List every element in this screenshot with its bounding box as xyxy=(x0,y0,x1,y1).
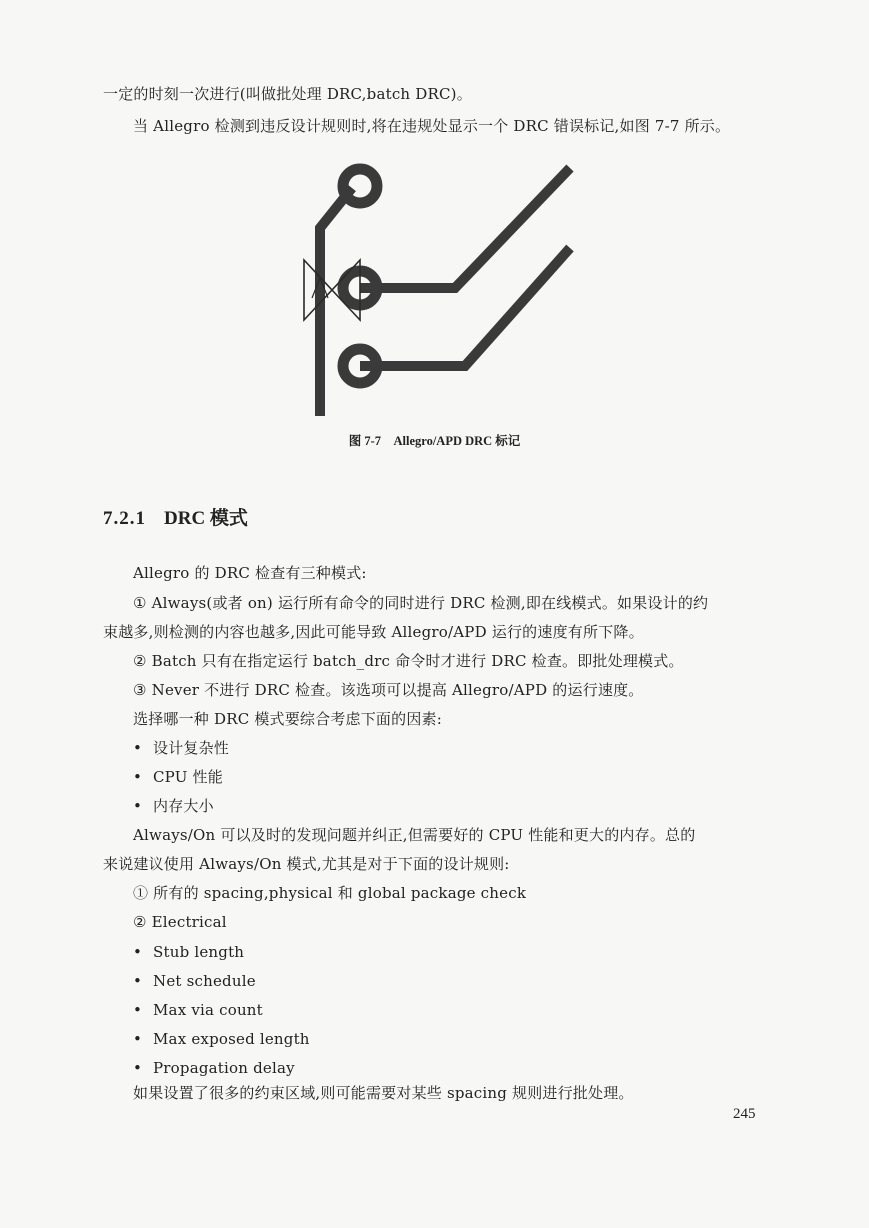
section-number: 7.2.1 xyxy=(103,508,146,529)
item-always-line-2: 束越多,则检测的内容也越多,因此可能导致 Allegro/APD 运行的速度有所下降。 xyxy=(103,623,644,641)
item-never: ③ Never 不进行 DRC 检查。该选项可以提高 Allegro/APD 的运行速度。 xyxy=(133,681,644,699)
section-heading xyxy=(103,503,248,530)
list-item: • 设计复杂性 xyxy=(133,739,230,757)
list-item: • Propagation delay xyxy=(133,1059,295,1077)
list-item: • Max via count xyxy=(133,1001,263,1019)
lower-diagonal-trace xyxy=(360,248,570,366)
upper-diagonal-trace xyxy=(360,168,570,288)
intro-line-2: 当 Allegro 检测到违反设计规则时,将在违规处显示一个 DRC 错误标记,如图 7-7 所示。 xyxy=(133,117,731,135)
para-always-line-1: Always/On 可以及时的发现问题并纠正,但需要好的 CPU 性能和更大的内存。总的 xyxy=(133,826,696,844)
pad-top xyxy=(343,169,377,203)
drc-error-marker xyxy=(304,260,360,320)
rule-spacing: ① 所有的 spacing,physical 和 global package check xyxy=(133,884,527,902)
drc-marker-figure xyxy=(290,148,580,418)
item-batch: ② Batch 只有在指定运行 batch_drc 命令时才进行 DRC 检查。即批处理模式。 xyxy=(133,652,684,670)
list-item: • Net schedule xyxy=(133,972,256,990)
item-always-line-1: ① Always(或者 on) 运行所有命令的同时进行 DRC 检测,即在线模式。如果设计的约 xyxy=(133,594,709,612)
section-title: DRC 模式 xyxy=(164,508,248,529)
rule-electrical: ② Electrical xyxy=(133,913,227,931)
list-item: • 内存大小 xyxy=(133,797,214,815)
para-factors-intro: 选择哪一种 DRC 模式要综合考虑下面的因素: xyxy=(133,710,442,728)
intro-line-1: 一定的时刻一次进行(叫做批处理 DRC,batch DRC)。 xyxy=(103,85,472,103)
list-item: • Stub length xyxy=(133,943,245,961)
list-item: • CPU 性能 xyxy=(133,768,223,786)
para-modes-intro: Allegro 的 DRC 检查有三种模式: xyxy=(133,564,367,582)
list-item: • Max exposed length xyxy=(133,1030,310,1048)
figure-caption: 图 7-7 Allegro/APD DRC 标记 xyxy=(348,434,521,448)
para-always-line-2: 来说建议使用 Always/On 模式,尤其是对于下面的设计规则: xyxy=(103,855,510,873)
para-constraint-regions: 如果设置了很多的约束区域,则可能需要对某些 spacing 规则进行批处理。 xyxy=(133,1084,634,1102)
page-number: 245 xyxy=(733,1106,756,1122)
